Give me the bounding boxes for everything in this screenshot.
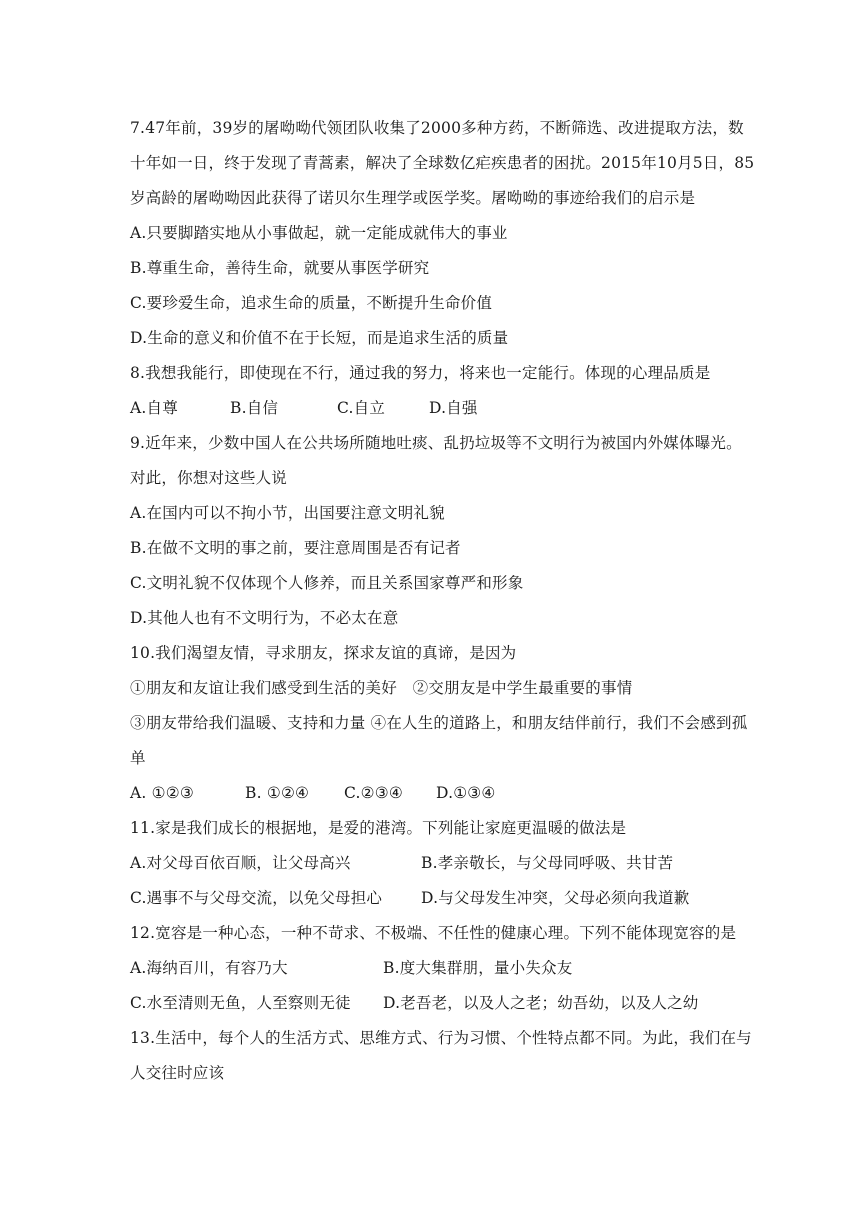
q12-option-b: B.度大集群朋，量小失众友 <box>383 959 573 977</box>
q8-option-a: A.自尊 <box>130 399 178 417</box>
q9-option-a: A.在国内可以不拘小节，出国要注意文明礼貌 <box>130 504 445 522</box>
q10-statement-line-1: ①朋友和友谊让我们感受到生活的美好 ②交朋友是中学生最重要的事情 <box>130 679 633 697</box>
q10-option-b: B. ①②④ <box>245 784 310 802</box>
q12-option-d: D.老吾老，以及人之老；幼吾幼，以及人之幼 <box>383 994 699 1012</box>
q12-options-row-2 <box>130 993 730 1013</box>
q8-stem: 8.我想我能行，即使现在不行，通过我的努力，将来也一定能行。体现的心理品质是 <box>130 364 711 382</box>
q8-option-d: D.自强 <box>429 399 478 417</box>
q11-option-b: B.孝亲敬长，与父母同呼吸、共甘苦 <box>421 854 674 872</box>
q7-stem-line-1: 7.47年前，39岁的屠呦呦代领团队收集了2000多种方药，不断筛选、改进提取方法，数 <box>130 119 744 137</box>
q7-option-d: D.生命的意义和价值不在于长短，而是追求生活的质量 <box>130 329 509 347</box>
q9-option-d: D.其他人也有不文明行为，不必太在意 <box>130 609 399 627</box>
q11-option-d: D.与父母发生冲突，父母必须向我道歉 <box>421 889 690 907</box>
q7-stem-line-3: 岁高龄的屠呦呦因此获得了诺贝尔生理学或医学奖。屠呦呦的事迹给我们的启示是 <box>130 189 696 207</box>
q11-stem: 11.家是我们成长的根据地，是爱的港湾。下列能让家庭更温暖的做法是 <box>130 819 627 837</box>
q9-stem-line-2: 对此，你想对这些人说 <box>130 469 288 487</box>
q8-option-b: B.自信 <box>230 399 279 417</box>
q8-options <box>130 398 730 418</box>
q10-stem: 10.我们渴望友情，寻求朋友，探求友谊的真谛，是因为 <box>130 644 517 662</box>
q9-option-c: C.文明礼貌不仅体现个人修养，而且关系国家尊严和形象 <box>130 574 524 592</box>
q12-stem: 12.宽容是一种心态，一种不苛求、不极端、不任性的健康心理。下列不能体现宽容的是 <box>130 924 737 942</box>
q7-stem-line-2: 十年如一日，终于发现了青蒿素，解决了全球数亿疟疾患者的困扰。2015年10月5日，85 <box>130 154 755 172</box>
q7-option-c: C.要珍爱生命，追求生命的质量，不断提升生命价值 <box>130 294 493 312</box>
q10-options <box>130 783 730 803</box>
q11-option-c: C.遇事不与父母交流，以免父母担心 <box>130 889 383 907</box>
q7-option-b: B.尊重生命，善待生命，就要从事医学研究 <box>130 259 430 277</box>
q12-option-c: C.水至清则无鱼，人至察则无徒 <box>130 994 351 1012</box>
q10-option-a: A. ①②③ <box>130 784 194 802</box>
q10-option-d: D.①③④ <box>436 784 496 802</box>
q13-stem-line-1: 13.生活中，每个人的生活方式、思维方式、行为习惯、个性特点都不同。为此，我们在与 <box>130 1029 752 1047</box>
q8-option-c: C.自立 <box>337 399 386 417</box>
q10-statement-line-3: 单 <box>130 749 146 767</box>
q11-options-row-1 <box>130 853 730 873</box>
q12-option-a: A.海纳百川，有容乃大 <box>130 959 288 977</box>
q7-option-a: A.只要脚踏实地从小事做起，就一定能成就伟大的事业 <box>130 224 508 242</box>
q12-options-row-1 <box>130 958 730 978</box>
q10-option-c: C.②③④ <box>344 784 403 802</box>
q10-statement-line-2: ③朋友带给我们温暖、支持和力量 ④在人生的道路上，和朋友结伴前行，我们不会感到孤 <box>130 714 748 732</box>
q9-stem-line-1: 9.近年来，少数中国人在公共场所随地吐痰、乱扔垃圾等不文明行为被国内外媒体曝光。 <box>130 434 742 452</box>
q9-option-b: B.在做不文明的事之前，要注意周围是否有记者 <box>130 539 461 557</box>
q11-options-row-2 <box>130 888 730 908</box>
q13-stem-line-2: 人交往时应该 <box>130 1064 225 1082</box>
q11-option-a: A.对父母百依百顺，让父母高兴 <box>130 854 351 872</box>
